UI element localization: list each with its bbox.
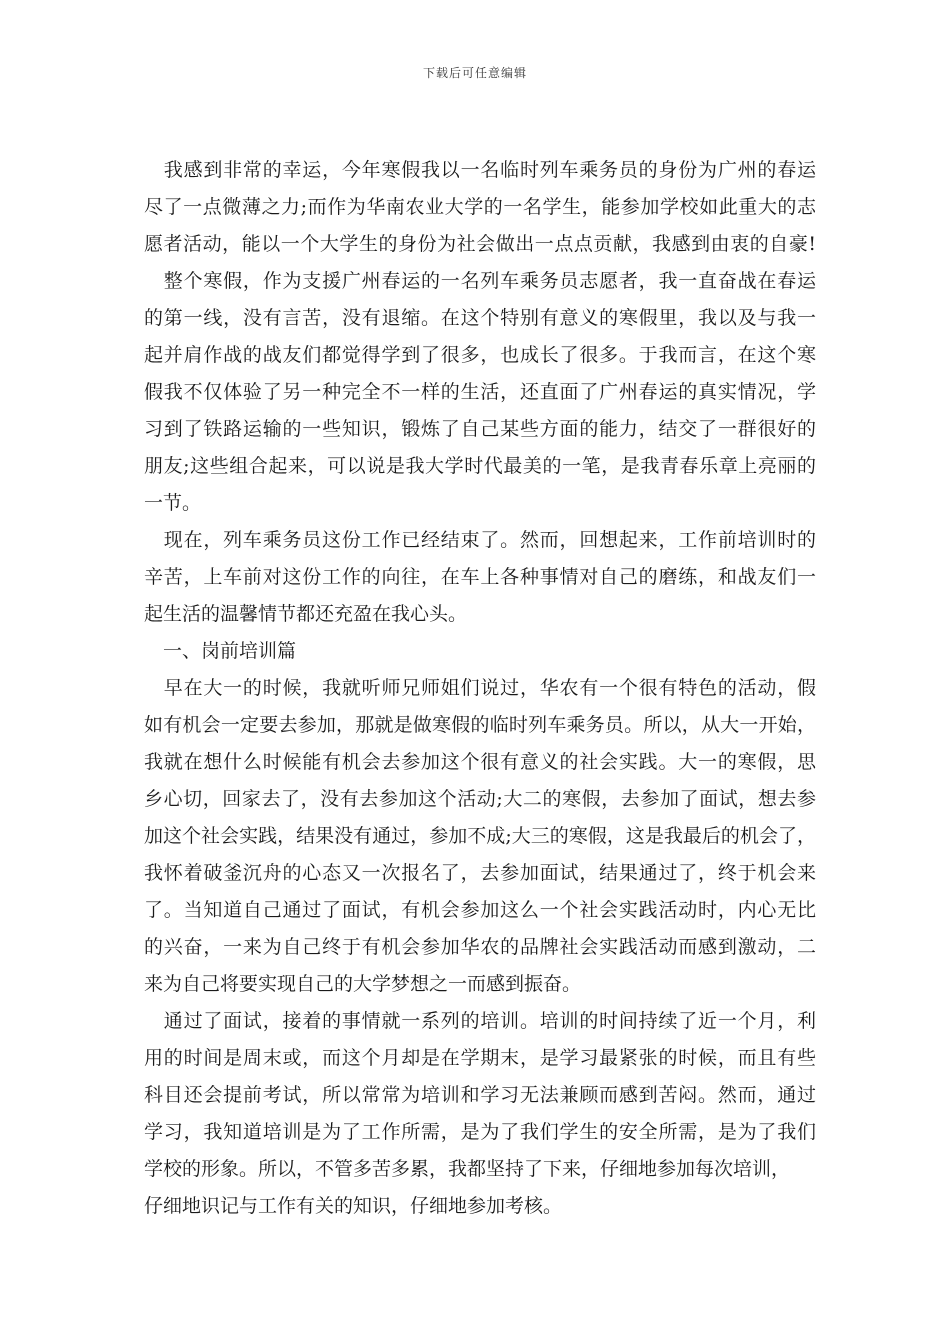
text-line: 朋友;这些组合起来，可以说是我大学时代最美的一笔，是我青春乐章上亮丽的 [144,455,816,477]
text-line: 学校的形象。所以，不管多苦多累，我都坚持了下来，仔细地参加每次培训， [144,1158,791,1180]
text-line: 起并肩作战的战友们都觉得学到了很多，也成长了很多。于我而言，在这个寒 [144,344,816,366]
text-line: 早在大一的时候，我就听师兄师姐们说过，华农有一个很有特色的活动，假 [144,677,816,699]
text-line: 如有机会一定要去参加，那就是做寒假的临时列车乘务员。所以，从大一开始， [144,714,816,736]
text-line: 乡心切，回家去了，没有去参加这个活动;大二的寒假，去参加了面试，想去参 [144,788,816,810]
text-line: 的兴奋，一来为自己终于有机会参加华农的品牌社会实践活动而感到激动，二 [144,936,816,958]
text-line: 愿者活动，能以一个大学生的身份为社会做出一点点贡献，我感到由衷的自豪! [144,233,816,255]
text-line: 一、岗前培训篇 [144,640,297,662]
text-line: 我感到非常的幸运，今年寒假我以一名临时列车乘务员的身份为广州的春运 [144,159,816,181]
text-line: 的第一线，没有言苦，没有退缩。在这个特别有意义的寒假里，我以及与我一 [144,307,816,329]
text-line: 辛苦，上车前对这份工作的向往，在车上各种事情对自己的磨练，和战友们一 [144,566,816,588]
text-line: 假我不仅体验了另一种完全不一样的生活，还直面了广州春运的真实情况，学 [144,381,816,403]
text-line: 习到了铁路运输的一些知识，锻炼了自己某些方面的能力，结交了一群很好的 [144,418,816,440]
text-line: 起生活的温馨情节都还充盈在我心头。 [144,603,468,625]
text-line: 了。当知道自己通过了面试，有机会参加这么一个社会实践活动时，内心无比 [144,899,816,921]
text-line: 加这个社会实践，结果没有通过，参加不成;大三的寒假，这是我最后的机会了， [144,825,816,847]
text-line: 来为自己将要实现自己的大学梦想之一而感到振奋。 [144,973,582,995]
text-line: 一节。 [144,492,202,514]
document-body [144,152,816,1225]
text-line: 尽了一点微薄之力;而作为华南农业大学的一名学生，能参加学校如此重大的志 [144,196,816,218]
text-line: 通过了面试，接着的事情就一系列的培训。培训的时间持续了近一个月，利 [144,1010,816,1032]
text-line: 仔细地识记与工作有关的知识，仔细地参加考核。 [144,1195,563,1217]
text-line: 学习，我知道培训是为了工作所需，是为了我们学生的安全所需，是为了我们 [144,1121,816,1143]
text-line: 现在，列车乘务员这份工作已经结束了。然而，回想起来，工作前培训时的 [144,529,816,551]
text-line: 科目还会提前考试，所以常常为培训和学习无法兼顾而感到苦闷。然而，通过 [144,1084,816,1106]
text-line: 我就在想什么时候能有机会去参加这个很有意义的社会实践。大一的寒假，思 [144,751,816,773]
text-line: 用的时间是周末或，而这个月却是在学期末，是学习最紧张的时候，而且有些 [144,1047,816,1069]
page-header: 下载后可任意编辑 [422,66,527,80]
text-line: 我怀着破釜沉舟的心态又一次报名了，去参加面试，结果通过了，终于机会来 [144,862,816,884]
text-line: 整个寒假，作为支援广州春运的一名列车乘务员志愿者，我一直奋战在春运 [144,270,816,292]
